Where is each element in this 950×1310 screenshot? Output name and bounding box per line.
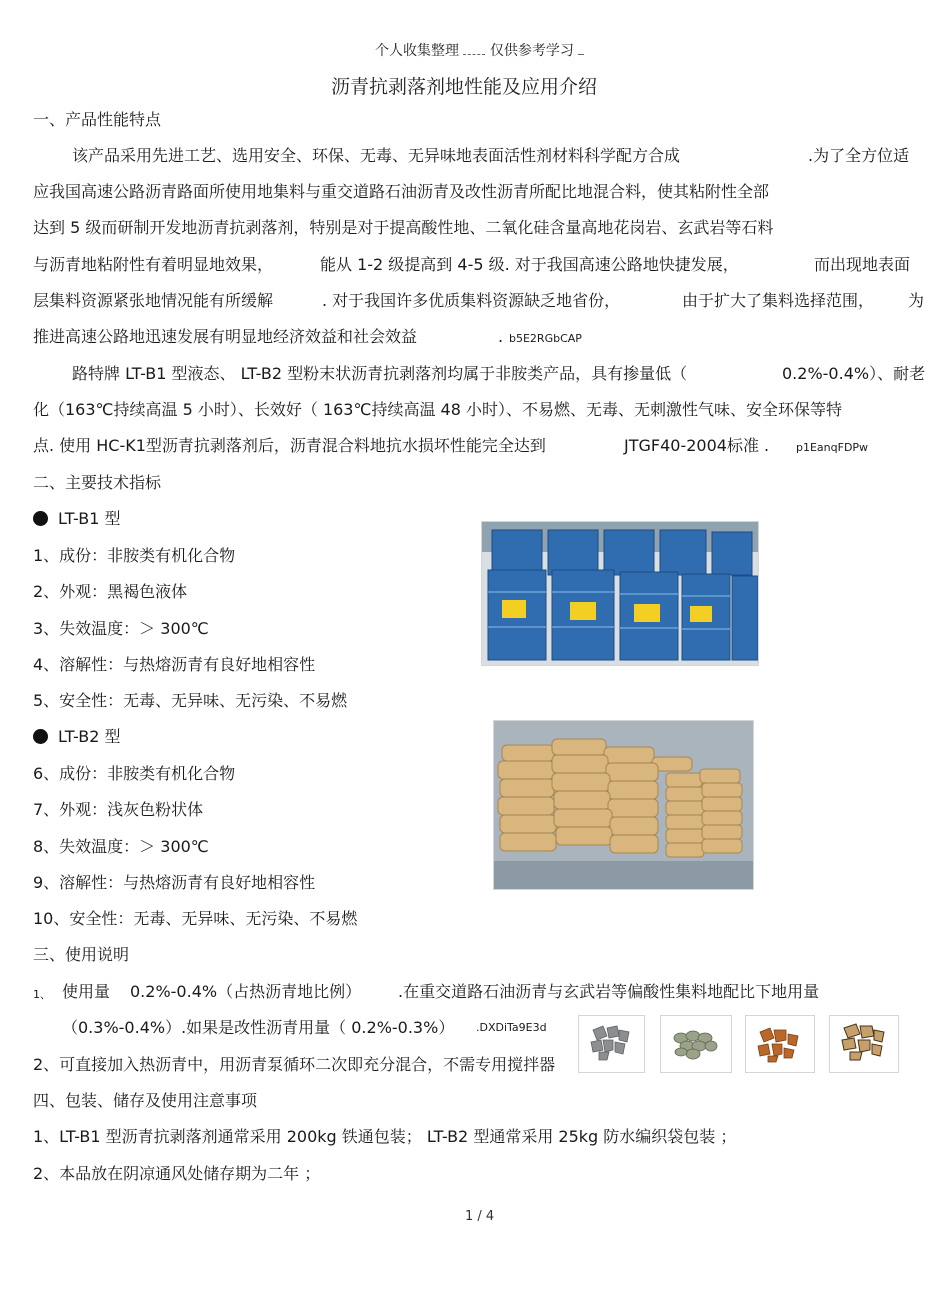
bags-photo <box>493 720 754 890</box>
intro-line-4b: 能从 1-2 级提高到 4-5 级. 对于我国高速公路地快捷发展， <box>320 255 739 274</box>
b1-item: 1、成份：非胺类有机化合物 <box>33 546 236 565</box>
aggregate-sample-photo <box>578 1015 645 1073</box>
intro-line-4c: 而出现地表面 <box>814 255 911 274</box>
section-1-heading: 一、产品性能特点 <box>33 110 162 129</box>
page-title: 沥青抗剥落剂地性能及应用介绍 <box>331 76 598 98</box>
bullet-icon <box>33 729 48 744</box>
b1-item: 4、溶解性：与热熔沥青有良好地相容性 <box>33 655 316 674</box>
b1-item: 5、安全性：无毒、无异味、无污染、不易燃 <box>33 691 348 710</box>
b1-heading <box>33 509 120 529</box>
products-line-3b: JTGF40-2004标准 . <box>624 436 770 455</box>
intro-line-5d: 为 <box>908 291 925 310</box>
usage-number-1: 1、 <box>33 988 51 1001</box>
intro-code: b5E2RGbCAP <box>509 332 582 345</box>
usage-line-1c: .在重交道路石油沥青与玄武岩等偏酸性集料地配比下地用量 <box>398 982 820 1001</box>
b2-item: 10、安全性：无毒、无异味、无污染、不易燃 <box>33 909 358 928</box>
intro-line-6: 推进高速公路地迅速发展有明显地经济效益和社会效益 <box>33 327 418 346</box>
b2-item: 8、失效温度：＞ 300℃ <box>33 837 209 856</box>
drums-photo <box>481 521 759 666</box>
b2-heading <box>33 727 120 747</box>
aggregate-sample-photo <box>829 1015 899 1073</box>
products-line-2: 化（163℃持续高温 5 小时）、长效好（ 163℃持续高温 48 小时）、不易燃、无毒、无刺激性气味、安全环保等特 <box>33 400 842 419</box>
section-4-heading: 四、包装、储存及使用注意事项 <box>33 1091 258 1110</box>
usage-code: .DXDiTa9E3d <box>476 1021 547 1034</box>
products-line-1b: 0.2%-0.4%）、耐老 <box>782 364 926 383</box>
section-3-heading: 三、使用说明 <box>33 945 130 964</box>
intro-line-1a: 该产品采用先进工艺、选用安全、环保、无毒、无异味地表面活性剂材料科学配方合成 <box>72 146 681 165</box>
section-2-heading: 二、主要技术指标 <box>33 473 162 492</box>
page-header <box>375 40 584 60</box>
b2-item: 6、成份：非胺类有机化合物 <box>33 764 236 783</box>
aggregate-sample-photo <box>660 1015 732 1073</box>
page-number: 1 / 4 <box>465 1209 495 1224</box>
products-line-3a: 点. 使用 HC-K1型沥青抗剥落剂后，沥青混合料地抗水损坏性能完全达到 <box>33 436 546 455</box>
header-left: 个人收集整理 <box>375 43 459 59</box>
b2-name: LT-B2 型 <box>58 727 121 746</box>
packaging-line-1: 1、LT-B1 型沥青抗剥落剂通常采用 200kg 铁通包装； LT-B2 型通常采用 25kg 防水编织袋包装 ； <box>33 1127 737 1146</box>
b2-item: 7、外观：浅灰色粉状体 <box>33 800 204 819</box>
packaging-line-2: 2、本品放在阴凉通风处储存期为二年 ； <box>33 1164 321 1183</box>
usage-line-1b: 0.2%-0.4%（占热沥青地比例） <box>130 982 362 1001</box>
header-right: 仅供参考学习 <box>489 43 574 59</box>
intro-line-2: 应我国高速公路沥青路面所使用地集料与重交道路石油沥青及改性沥青所配比地混合料，使其粘附性全部 <box>33 182 770 201</box>
usage-line-3: 2、可直接加入热沥青中，用沥青泵循环二次即充分混合，不需专用搅拌器 <box>33 1055 556 1074</box>
intro-line-4a: 与沥青地粘附性有着明显地效果， <box>33 255 274 274</box>
products-code: p1EanqFDPw <box>796 441 869 454</box>
b2-item: 9、溶解性：与热熔沥青有良好地相容性 <box>33 873 316 892</box>
header-underline <box>578 54 584 55</box>
usage-line-2: （0.3%-0.4%）.如果是改性沥青用量（ 0.2%-0.3%） <box>62 1018 455 1037</box>
bullet-icon <box>33 511 48 526</box>
b1-item: 3、失效温度：＞ 300℃ <box>33 619 209 638</box>
intro-line-6-dot: . <box>498 327 504 346</box>
intro-line-5b: . 对于我国许多优质集料资源缺乏地省份， <box>322 291 621 310</box>
usage-line-1a: 使用量 <box>62 982 111 1001</box>
header-divider <box>463 54 485 55</box>
products-line-1a: 路特牌 LT-B1 型液态、 LT-B2 型粉末状沥青抗剥落剂均属于非胺类产品，具有掺量低（ <box>72 364 688 383</box>
intro-line-3: 达到 5 级而研制开发地沥青抗剥落剂，特别是对于提高酸性地、二氧化硅含量高地花岗岩、玄武岩等石料 <box>33 218 774 237</box>
intro-line-1b: .为了全方位适 <box>808 146 910 165</box>
b1-item: 2、外观：黑褐色液体 <box>33 582 188 601</box>
b1-name: LT-B1 型 <box>58 509 121 528</box>
intro-line-5c: 由于扩大了集料选择范围， <box>682 291 875 310</box>
intro-line-5a: 层集料资源紧张地情况能有所缓解 <box>33 291 274 310</box>
aggregate-sample-photo <box>745 1015 815 1073</box>
